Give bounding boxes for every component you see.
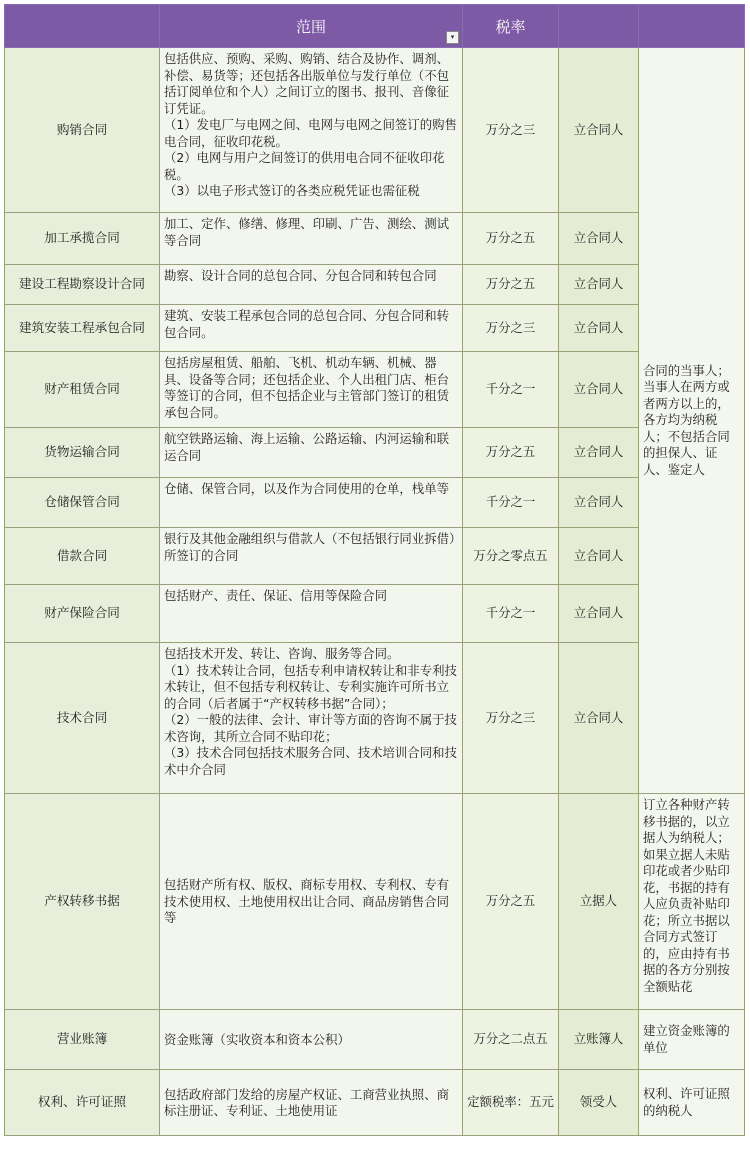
header-note <box>639 5 745 48</box>
taxpayer: 立合同人 <box>559 478 639 528</box>
header-name <box>5 5 160 48</box>
contract-name: 购销合同 <box>5 48 160 213</box>
contract-scope: 包括财产所有权、版权、商标专用权、专利权、专有技术使用权、土地使用权出让合同、商品房销售合同等 <box>160 794 463 1010</box>
table-row <box>5 1010 745 1070</box>
header-row <box>5 5 745 48</box>
header-rate: 税率 <box>463 5 559 48</box>
contract-scope: 建筑、安装工程承包合同的总包合同、分包合同和转包合同。 <box>160 305 463 352</box>
contract-name: 建筑安装工程承包合同 <box>5 305 160 352</box>
tax-rate: 万分之五 <box>463 428 559 478</box>
contract-scope-text: 包括技术开发、转让、咨询、服务等合同。 （1）技术转让合同，包括专利申请权转让和非专利技术转让，但不包括专利权转让、专利实施许可所书立的合同（后者属于“产权转移书据”合同）； （2）一般的法律、会计、审计等方面的咨询不属于技术咨询，其所立合同不贴印花； （3）技术合同包括技术服务合同、技术培训合同和技术中介合同 <box>164 646 457 777</box>
table-row <box>5 794 745 1010</box>
taxpayer: 立合同人 <box>559 428 639 478</box>
taxpayer: 领受人 <box>559 1070 639 1136</box>
taxpayer: 立合同人 <box>559 265 639 305</box>
contract-scope: 航空铁路运输、海上运输、公路运输、内河运输和联运合同 <box>160 428 463 478</box>
contract-name: 产权转移书据 <box>5 794 160 1010</box>
contract-scope: 包括财产、责任、保证、信用等保险合同 <box>160 585 463 643</box>
contract-name: 加工承揽合同 <box>5 213 160 265</box>
contract-name: 建设工程勘察设计合同 <box>5 265 160 305</box>
contract-scope: 仓储、保管合同，以及作为合同使用的仓单，栈单等 <box>160 478 463 528</box>
tax-rate: 千分之一 <box>463 478 559 528</box>
table-row <box>5 428 745 478</box>
taxpayer-note: 权利、许可证照的纳税人 <box>639 1070 745 1136</box>
taxpayer: 立合同人 <box>559 305 639 352</box>
tax-rate: 万分之二点五 <box>463 1010 559 1070</box>
taxpayer: 立合同人 <box>559 48 639 213</box>
tax-rate: 万分之五 <box>463 265 559 305</box>
contract-name: 营业账簿 <box>5 1010 160 1070</box>
header-payer <box>559 5 639 48</box>
contract-scope: 资金账簿（实收资本和资本公积） <box>160 1010 463 1070</box>
contract-scope <box>160 48 463 213</box>
table-row <box>5 643 745 794</box>
contract-name: 仓储保管合同 <box>5 478 160 528</box>
taxpayer: 立合同人 <box>559 352 639 428</box>
header-scope[interactable] <box>160 5 463 48</box>
contract-name: 财产租赁合同 <box>5 352 160 428</box>
table-row <box>5 1070 745 1136</box>
tax-rate: 万分之零点五 <box>463 528 559 585</box>
contract-name: 权利、许可证照 <box>5 1070 160 1136</box>
contract-name: 货物运输合同 <box>5 428 160 478</box>
taxpayer: 立账簿人 <box>559 1010 639 1070</box>
table-row <box>5 528 745 585</box>
taxpayer-note: 建立资金账簿的单位 <box>639 1010 745 1070</box>
contract-name: 借款合同 <box>5 528 160 585</box>
table-row <box>5 305 745 352</box>
contract-scope <box>160 643 463 794</box>
contract-scope: 加工、定作、修缮、修理、印刷、广告、测绘、测试等合同 <box>160 213 463 265</box>
contract-scope: 包括政府部门发给的房屋产权证、工商营业执照、商标注册证、专利证、土地使用证 <box>160 1070 463 1136</box>
table-row <box>5 48 745 213</box>
contract-scope: 银行及其他金融组织与借款人（不包括银行同业拆借）所签订的合同 <box>160 528 463 585</box>
table-row <box>5 265 745 305</box>
taxpayer: 立据人 <box>559 794 639 1010</box>
header-scope-label: 范围 <box>295 17 326 36</box>
table-row <box>5 213 745 265</box>
tax-rate: 万分之三 <box>463 305 559 352</box>
table-row <box>5 352 745 428</box>
taxpayer: 立合同人 <box>559 528 639 585</box>
taxpayer: 立合同人 <box>559 213 639 265</box>
tax-rate: 万分之五 <box>463 213 559 265</box>
tax-rate: 千分之一 <box>463 352 559 428</box>
contract-name: 财产保险合同 <box>5 585 160 643</box>
merged-taxpayer-note: 合同的当事人；当事人在两方或者两方以上的，各方均为纳税人；不包括合同的担保人、证人、鉴定人 <box>639 48 745 794</box>
taxpayer: 立合同人 <box>559 643 639 794</box>
contract-name: 技术合同 <box>5 643 160 794</box>
contract-scope: 包括房屋租赁、船舶、飞机、机动车辆、机械、器具、设备等合同；还包括企业、个人出租门店、柜台等签订的合同，但不包括企业与主管部门签订的租赁承包合同。 <box>160 352 463 428</box>
contract-scope-text: 包括供应、预购、采购、购销、结合及协作、调剂、补偿、易货等；还包括各出版单位与发行单位（不包括订阅单位和个人）之间订立的图书、报刊、音像征订凭证。 （1）发电厂与电网之间、电网与电网之间签订的购售电合同，征收印花税。 （2）电网与用户之间签订的供用电合同不征收印花税。 （3）以电子形式签订的各类应税凭证也需征税 <box>164 51 457 198</box>
tax-rate: 万分之三 <box>463 48 559 213</box>
table-row <box>5 585 745 643</box>
tax-rate: 万分之五 <box>463 794 559 1010</box>
stamp-tax-table <box>4 4 745 1136</box>
filter-dropdown-icon[interactable]: ▾ <box>446 31 459 44</box>
tax-rate: 定额税率：五元 <box>463 1070 559 1136</box>
tax-rate: 万分之三 <box>463 643 559 794</box>
taxpayer-note: 订立各种财产转移书据的，以立据人为纳税人；如果立据人未贴印花或者少贴印花，书据的持有人应负责补贴印花；所立书据以合同方式签订的，应由持有书据的各方分别按全额贴花 <box>639 794 745 1010</box>
table-row <box>5 478 745 528</box>
tax-rate: 千分之一 <box>463 585 559 643</box>
taxpayer: 立合同人 <box>559 585 639 643</box>
contract-scope: 勘察、设计合同的总包合同、分包合同和转包合同 <box>160 265 463 305</box>
